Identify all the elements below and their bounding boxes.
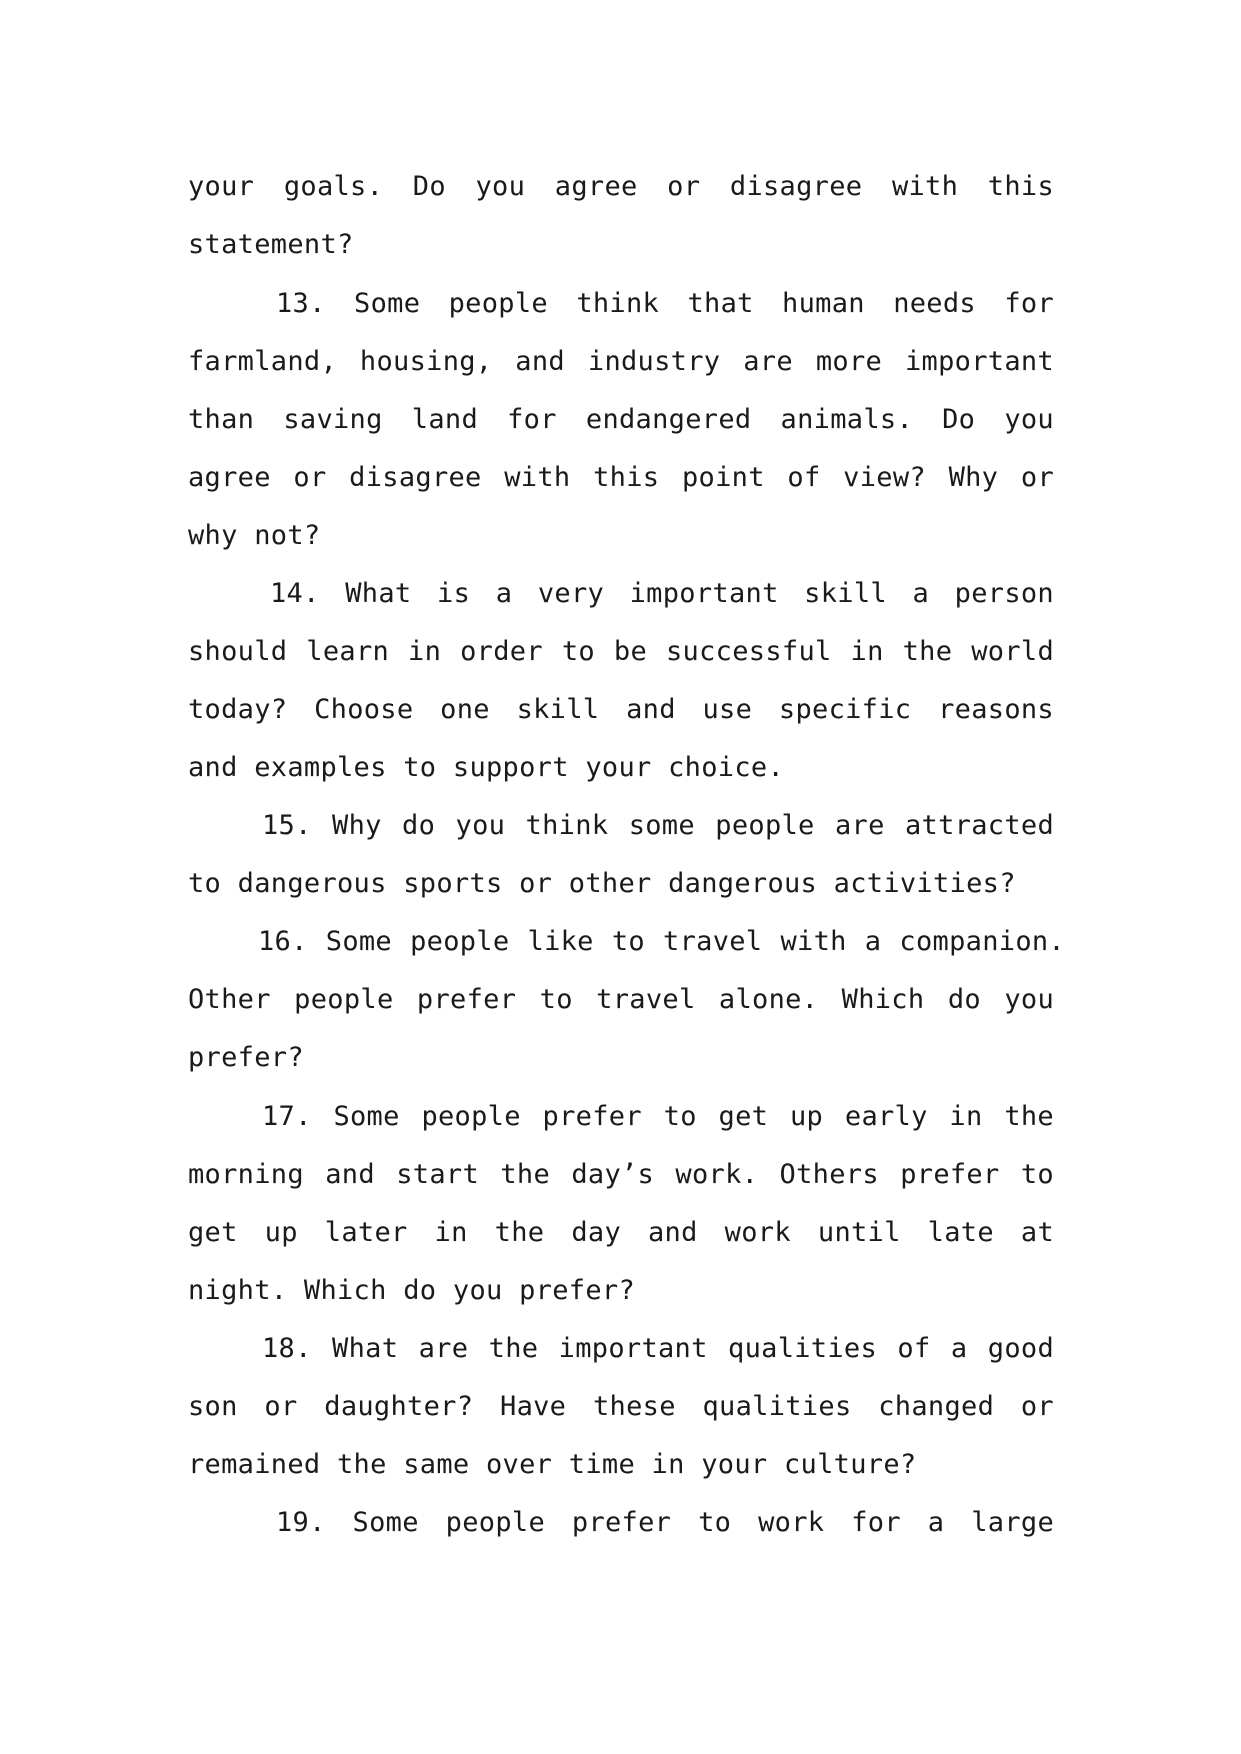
text-line: Other people prefer to travel alone. Which do you <box>188 984 1054 1015</box>
text-line: morning and start the day’s work. Others prefer to <box>188 1159 1054 1190</box>
text-line: son or daughter? Have these qualities changed or <box>188 1391 1054 1422</box>
text-line: agree or disagree with this point of view? Why or <box>188 462 1054 493</box>
text-line: than saving land for endangered animals. Do you <box>188 404 1054 435</box>
text-line: farmland, housing, and industry are more important <box>188 346 1054 377</box>
text-line: today? Choose one skill and use specific reasons <box>188 694 1054 725</box>
item-17-first-line: 17. Some people prefer to get up early in the <box>262 1101 1054 1132</box>
item-14-first-line: 14. What is a very important skill a person <box>270 578 1054 609</box>
text-line: night. Which do you prefer? <box>188 1275 635 1306</box>
item-13-first-line: 13. Some people think that human needs for <box>276 288 1054 319</box>
text-line: statement? <box>188 229 354 260</box>
text-line: should learn in order to be successful in the world <box>188 636 1054 667</box>
text-line: why not? <box>188 520 321 551</box>
text-line: to dangerous sports or other dangerous activities? <box>188 868 1016 899</box>
text-line: and examples to support your choice. <box>188 752 784 783</box>
item-18-first-line: 18. What are the important qualities of a good <box>262 1333 1054 1364</box>
text-line: prefer? <box>188 1042 304 1073</box>
item-15-first-line: 15. Why do you think some people are attracted <box>262 810 1054 841</box>
text-line: remained the same over time in your culture? <box>188 1449 917 1480</box>
text-line: get up later in the day and work until late at <box>188 1217 1054 1248</box>
text-line: your goals. Do you agree or disagree with this <box>188 171 1054 202</box>
item-16-first-line: 16. Some people like to travel with a companion. <box>258 926 1065 957</box>
item-19-first-line: 19. Some people prefer to work for a large <box>276 1507 1054 1538</box>
